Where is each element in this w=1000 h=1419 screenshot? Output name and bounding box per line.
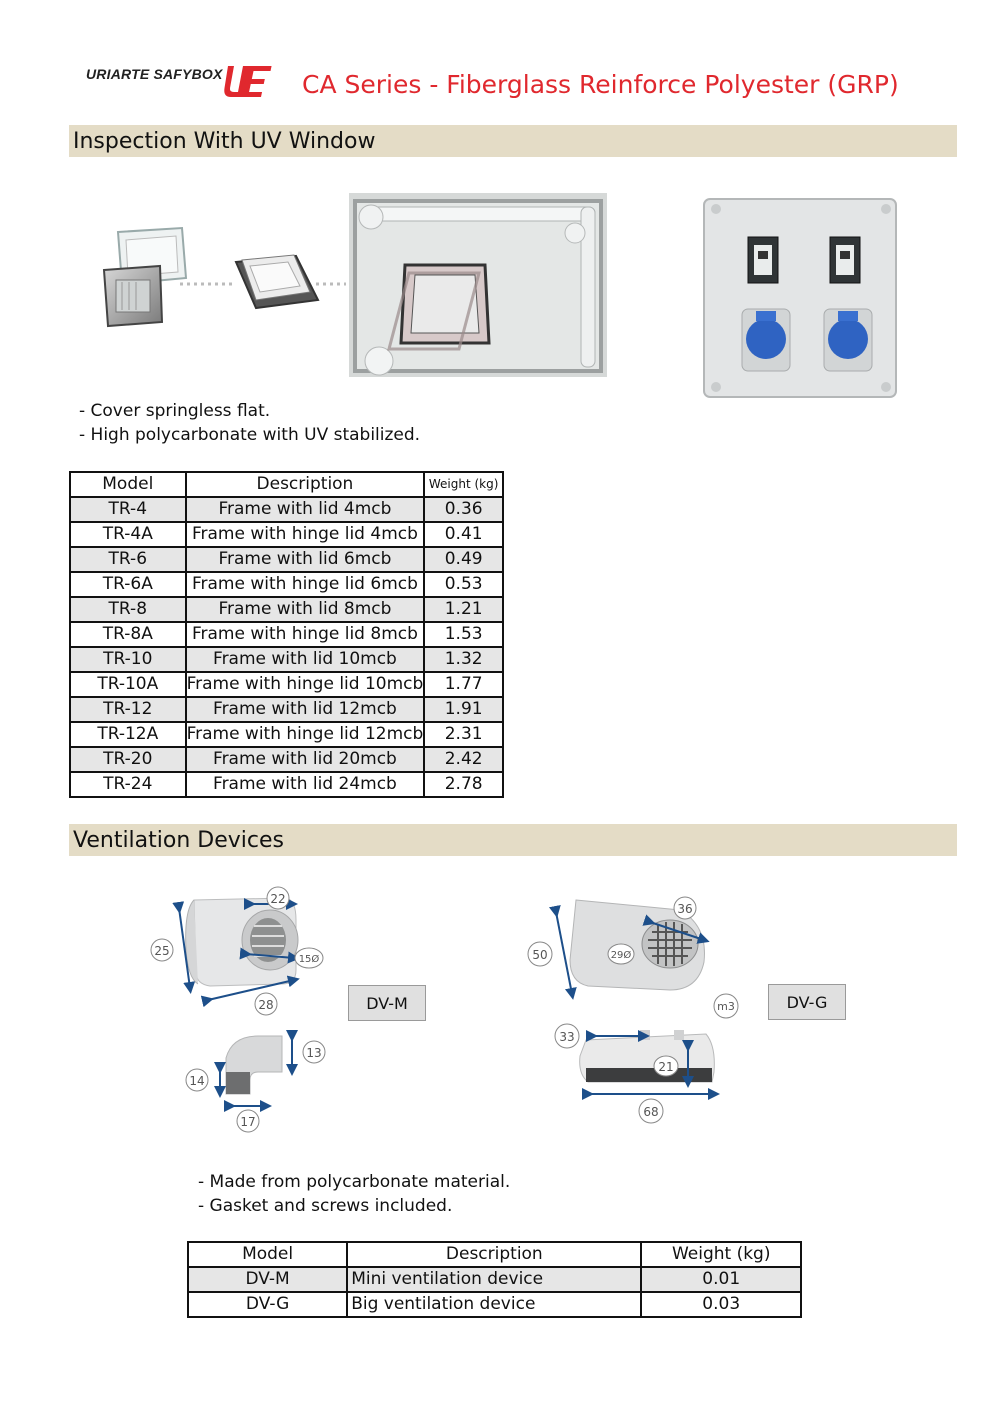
cell-weight: 1.53 xyxy=(424,622,503,647)
table-row xyxy=(70,547,503,572)
ventilation-bullet-list xyxy=(198,1170,510,1218)
cell-model: TR-20 xyxy=(70,747,186,772)
bullet-item: - High polycarbonate with UV stabilized. xyxy=(79,425,421,445)
cell-description: Frame with hinge lid 8mcb xyxy=(186,622,425,647)
cell-description: Frame with hinge lid 10mcb xyxy=(186,672,425,697)
table-row xyxy=(70,697,503,722)
cell-weight: 0.03 xyxy=(641,1292,801,1317)
uv-bullet-list xyxy=(79,399,420,447)
cell-model: DV-G xyxy=(188,1292,347,1317)
table-row xyxy=(70,747,503,772)
cell-description: Frame with lid 24mcb xyxy=(186,772,425,797)
dv-m-label: DV-M xyxy=(348,985,426,1021)
page-title: CA Series - Fiberglass Reinforce Polyester (GRP) xyxy=(302,70,899,99)
uv-window-table xyxy=(69,471,504,798)
cell-weight: 0.41 xyxy=(424,522,503,547)
dim-label: 21 xyxy=(658,1060,674,1074)
cell-model: TR-4A xyxy=(70,522,186,547)
table-row xyxy=(70,572,503,597)
cell-model: TR-24 xyxy=(70,772,186,797)
table-row xyxy=(70,522,503,547)
dv-g-label: DV-G xyxy=(768,984,846,1020)
section-title-ventilation: Ventilation Devices xyxy=(73,828,284,853)
brand-name: URIARTE SAFYBOX xyxy=(86,66,223,82)
cell-description: Frame with lid 20mcb xyxy=(186,747,425,772)
bullet-item: - Gasket and screws included. xyxy=(198,1196,453,1216)
cell-weight: 2.31 xyxy=(424,722,503,747)
bullet-item: - Made from polycarbonate material. xyxy=(198,1172,511,1192)
dim-label: 33 xyxy=(559,1030,575,1044)
table-row xyxy=(70,597,503,622)
cell-description: Frame with hinge lid 12mcb xyxy=(186,722,425,747)
dim-label: 22 xyxy=(270,892,286,906)
ventilation-table xyxy=(187,1241,802,1318)
column-header-description: Description xyxy=(186,472,425,497)
cell-weight: 1.21 xyxy=(424,597,503,622)
uv-window-frames-photo xyxy=(96,222,346,332)
dim-label: 50 xyxy=(532,948,548,962)
cell-weight: 0.36 xyxy=(424,497,503,522)
cell-description: Frame with lid 10mcb xyxy=(186,647,425,672)
table-row xyxy=(70,497,503,522)
cell-weight: 0.49 xyxy=(424,547,503,572)
dim-label: 36 xyxy=(677,902,693,916)
table-row xyxy=(188,1267,801,1292)
cell-weight: 0.53 xyxy=(424,572,503,597)
cell-weight: 1.77 xyxy=(424,672,503,697)
column-header-weight: Weight (kg) xyxy=(641,1242,801,1267)
column-header-description: Description xyxy=(347,1242,641,1267)
dim-label: m3 xyxy=(717,1000,735,1013)
dim-label: 14 xyxy=(189,1074,205,1088)
dim-label: 13 xyxy=(306,1046,322,1060)
dim-label: 25 xyxy=(154,944,170,958)
cell-model: TR-4 xyxy=(70,497,186,522)
transparent-lid-window-photo xyxy=(349,193,607,377)
dim-label: 29Ø xyxy=(610,950,632,961)
table-row xyxy=(70,647,503,672)
column-header-model: Model xyxy=(188,1242,347,1267)
table-row xyxy=(70,722,503,747)
table-row xyxy=(188,1292,801,1317)
dim-label: 28 xyxy=(258,998,274,1012)
cell-model: TR-8 xyxy=(70,597,186,622)
cell-model: TR-8A xyxy=(70,622,186,647)
section-title-uv: Inspection With UV Window xyxy=(73,129,376,154)
cell-model: TR-10A xyxy=(70,672,186,697)
dv-m-drawing xyxy=(146,880,336,1140)
table-row xyxy=(70,622,503,647)
table-row xyxy=(70,772,503,797)
bullet-item: - Cover springless flat. xyxy=(79,401,271,421)
cell-description: Frame with hinge lid 4mcb xyxy=(186,522,425,547)
cell-model: TR-10 xyxy=(70,647,186,672)
column-header-weight: Weight (kg) xyxy=(424,472,503,497)
cell-weight: 0.01 xyxy=(641,1267,801,1292)
cell-description: Frame with lid 12mcb xyxy=(186,697,425,722)
cell-model: TR-6 xyxy=(70,547,186,572)
cell-model: TR-12 xyxy=(70,697,186,722)
dim-label: 17 xyxy=(240,1115,256,1129)
dim-label: 68 xyxy=(643,1105,659,1119)
cell-weight: 1.91 xyxy=(424,697,503,722)
brand-logo xyxy=(222,64,274,100)
cell-model: TR-6A xyxy=(70,572,186,597)
dim-label: 15Ø xyxy=(298,954,320,965)
column-header-model: Model xyxy=(70,472,186,497)
cell-model: DV-M xyxy=(188,1267,347,1292)
cell-weight: 2.78 xyxy=(424,772,503,797)
enclosure-sockets-photo xyxy=(700,197,900,399)
cell-description: Frame with hinge lid 6mcb xyxy=(186,572,425,597)
cell-model: TR-12A xyxy=(70,722,186,747)
cell-weight: 1.32 xyxy=(424,647,503,672)
cell-weight: 2.42 xyxy=(424,747,503,772)
cell-description: Frame with lid 6mcb xyxy=(186,547,425,572)
table-row xyxy=(70,672,503,697)
cell-description: Mini ventilation device xyxy=(347,1267,641,1292)
cell-description: Frame with lid 4mcb xyxy=(186,497,425,522)
dv-g-drawing xyxy=(520,886,760,1131)
cell-description: Frame with lid 8mcb xyxy=(186,597,425,622)
cell-description: Big ventilation device xyxy=(347,1292,641,1317)
